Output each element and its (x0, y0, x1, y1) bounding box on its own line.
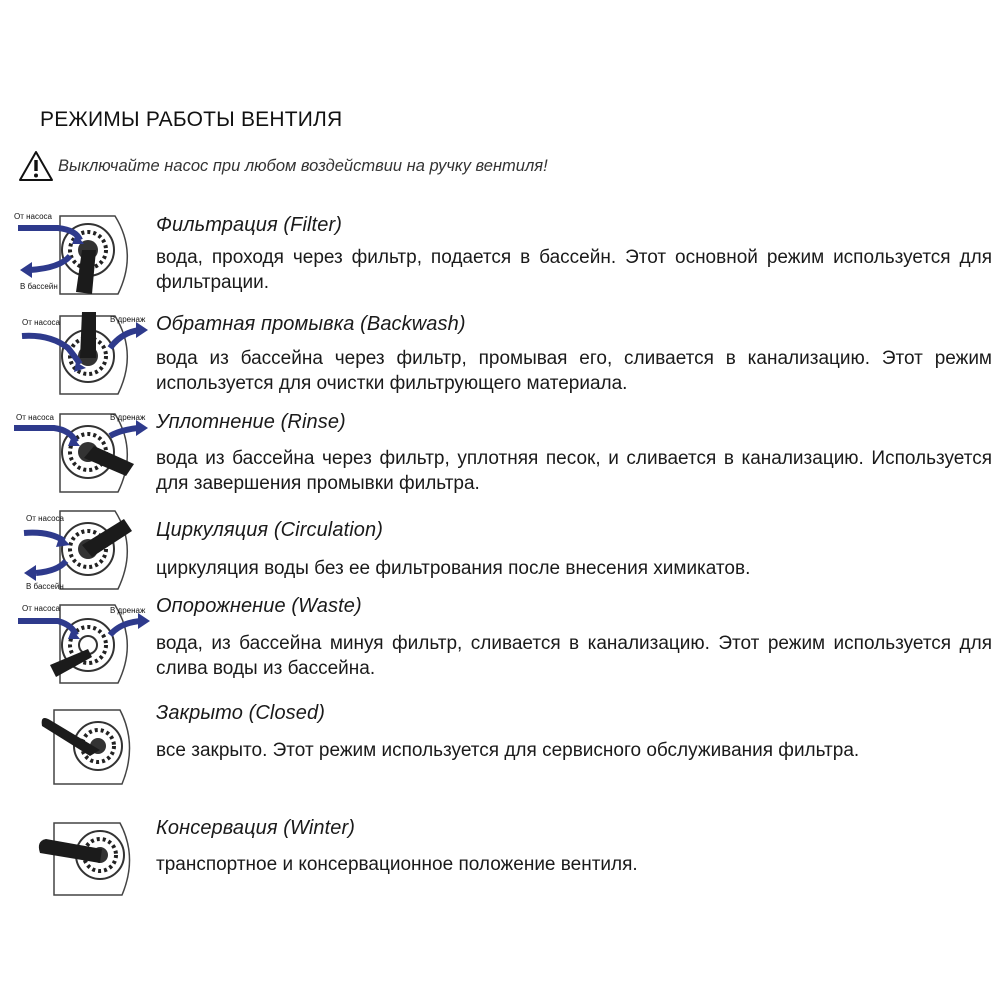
warning-text: Выключайте насос при любом воздействии на ручку вентиля! (58, 156, 548, 175)
mode-name: Закрыто (Closed) (156, 702, 325, 724)
label-from-pump: От насоса (14, 212, 52, 221)
mode-description: вода из бассейна через фильтр, промывая его, сливается в канализацию. Этот режим используется для очистки фильтрующего материала. (156, 348, 992, 394)
warning-icon (16, 146, 56, 186)
valve-winter-icon (10, 815, 150, 905)
valve-closed-icon (10, 700, 150, 790)
label-to-pool: В бассейн (26, 582, 64, 591)
valve-rinse-icon (10, 406, 150, 496)
label-from-pump: От насоса (22, 604, 60, 613)
mode-description: вода из бассейна через фильтр, уплотняя песок, и сливается в канализацию. Используется для завершения промывки фильтра. (156, 448, 992, 494)
mode-description: все закрыто. Этот режим используется для сервисного обслуживания фильтра. (156, 740, 860, 761)
mode-name: Обратная промывка (Backwash) (156, 313, 466, 335)
warning-note (16, 146, 548, 186)
mode-description: циркуляция воды без ее фильтрования после внесения химикатов. (156, 558, 751, 579)
valve-waste-icon (10, 597, 150, 687)
valve-backwash-icon (10, 308, 150, 398)
mode-description: транспортное и консервационное положение вентиля. (156, 854, 638, 875)
label-from-pump: От насоса (22, 318, 60, 327)
mode-name: Циркуляция (Circulation) (156, 519, 383, 541)
mode-name: Уплотнение (Rinse) (156, 411, 346, 433)
mode-name: Фильтрация (Filter) (156, 214, 342, 236)
valve-circulation-icon (10, 505, 150, 595)
mode-name: Консервация (Winter) (156, 817, 356, 839)
label-from-pump: От насоса (16, 413, 54, 422)
label-from-pump: От насоса (26, 514, 64, 523)
mode-description: вода, из бассейна минуя фильтр, сливается в канализацию. Этот режим используется для слива воды из бассейна. (156, 633, 992, 679)
label-to-pool: В бассейн (20, 282, 58, 291)
valve-filter-icon (10, 208, 150, 298)
label-to-drain: В дренаж (110, 606, 146, 615)
page-title: РЕЖИМЫ РАБОТЫ ВЕНТИЛЯ (40, 108, 343, 131)
label-to-drain: В дренаж (110, 413, 146, 422)
mode-name: Опорожнение (Waste) (156, 595, 362, 617)
label-to-drain: В дренаж (110, 315, 146, 324)
mode-description: вода, проходя через фильтр, подается в бассейн. Этот основной режим используется для фильтрации. (156, 247, 992, 293)
